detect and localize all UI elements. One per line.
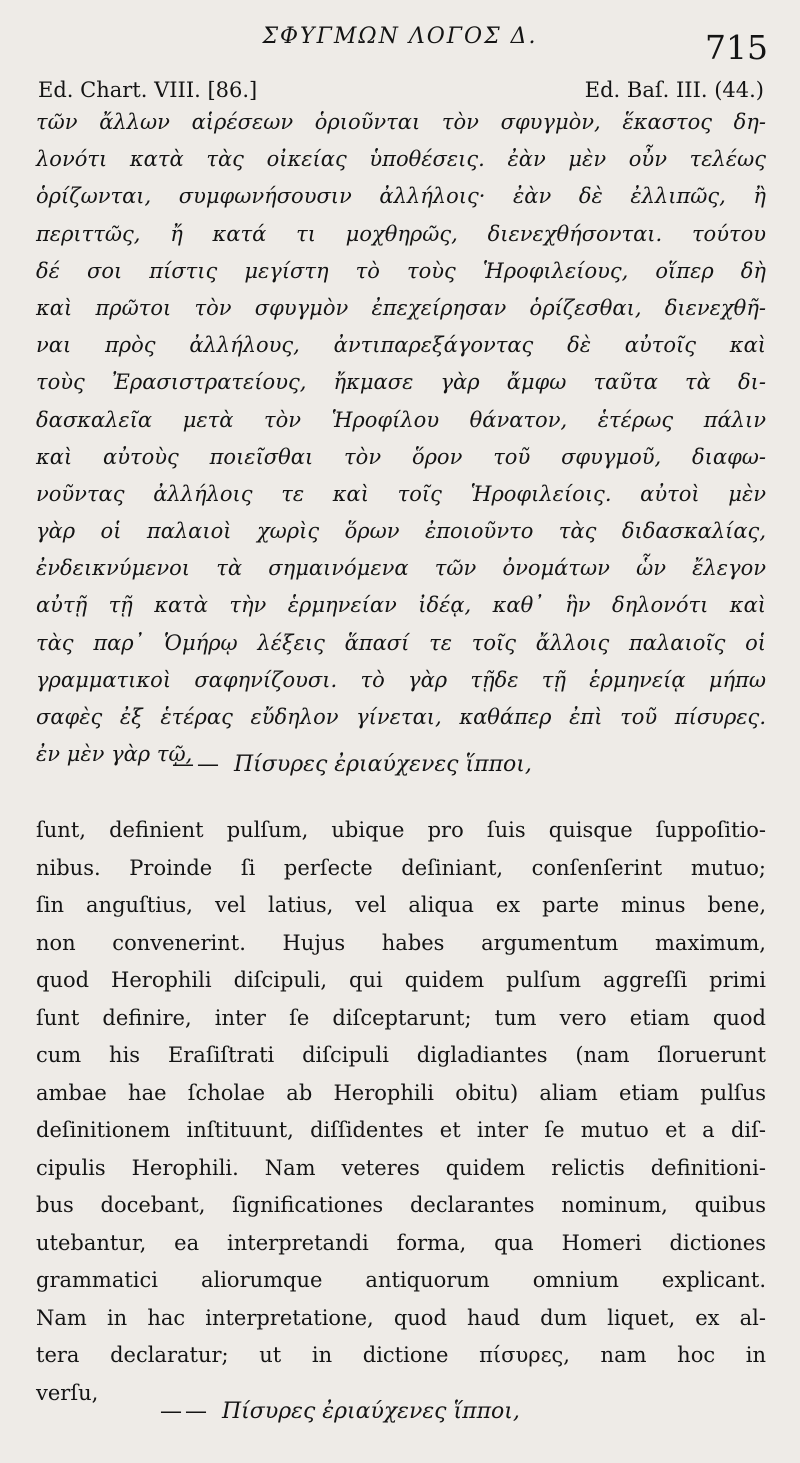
text-line: Nam in hac interpretatione, quod haud dum liquet, ex al- <box>36 1305 766 1330</box>
text-line: καὶ πρῶτοι τὸν σφυγμὸν ἐπεχείρησαν ὁρίζεσθαι, διενεχθῆ- <box>36 295 766 320</box>
text-line: non convenerint. Hujus habes argumentum maximum, <box>36 930 766 955</box>
verse-text: Πίσυρες ἐριαύχενες ἵπποι, <box>222 1399 520 1424</box>
text-line: bus docebant, ſignificationes declarantes nominum, quibus <box>36 1193 766 1217</box>
text-line: δέ σοι πίστις μεγίστη τὸ τοὺς Ἡροφιλείους, οἵπερ δὴ <box>36 258 766 283</box>
text-line: σαφὲς ἐξ ἑτέρας εὔδηλον γίνεται, καθάπερ ἐπὶ τοῦ πίσυρες. <box>36 705 766 729</box>
text-line: ἐνδεικνύμενοι τὰ σημαινόμενα τῶν ὀνομάτων ὧν ἔλεγον <box>36 556 766 581</box>
edition-reference-right: Ed. Baſ. III. (44.) <box>584 78 764 102</box>
text-line: νοῦντας ἀλλήλοις τε καὶ τοῖς Ἡροφιλείοις. αὐτοὶ μὲν <box>36 481 766 506</box>
latin-verse-quote <box>160 1399 520 1424</box>
quote-dash: — — <box>172 752 217 777</box>
text-line: ναι πρὸς ἀλλήλους, ἀντιπαρεξάγοντας δὲ αὐτοῖς καὶ <box>36 333 766 358</box>
text-line: τὰς παρ᾽ Ὁμήρῳ λέξεις ἅπασί τε τοῖς ἄλλοις παλαιοῖς οἱ <box>36 630 766 655</box>
text-line: ſin anguſtius, vel latius, vel aliqua ex parte minus bene, <box>36 893 766 917</box>
text-line: tera declaratur; ut in dictione πίσυρες, nam hoc in <box>36 1343 766 1367</box>
text-line: καὶ αὐτοὺς ποιεῖσθαι τὸν ὅρον τοῦ σφυγμοῦ, διαφω- <box>36 444 766 469</box>
text-line: verſu, <box>36 1380 99 1405</box>
greek-text-block <box>36 104 766 773</box>
text-line: cum his Eraſiſtrati diſcipuli digladiantes (nam ſloruerunt <box>36 1043 766 1067</box>
text-line: δασκαλεῖα μετὰ τὸν Ἡροφίλου θάνατον, ἑτέρως πάλιν <box>36 407 766 432</box>
text-line: deſinitionem inſtituunt, diſſidentes et inter ſe mutuo et a diſ- <box>36 1118 766 1142</box>
text-line: ſunt, definient pulſum, ubique pro ſuis quisque ſuppoſitio- <box>36 818 766 842</box>
greek-verse-quote <box>172 752 532 777</box>
running-title: ΣΦΥΓΜΩΝ ΛΟΓΟΣ Δ. <box>262 24 538 49</box>
edition-reference-left: Ed. Chart. VIII. [86.] <box>38 78 258 102</box>
text-line: cipulis Herophili. Nam veteres quidem relictis definitioni- <box>36 1155 766 1180</box>
text-line: utebantur, ea interpretandi forma, qua Homeri dictiones <box>36 1230 766 1255</box>
text-line: quod Herophili diſcipuli, qui quidem pulſum aggreſſi primi <box>36 968 766 992</box>
text-line: nibus. Proinde ſi perſecte deſiniant, conſenſerint mutuo; <box>36 855 766 880</box>
page-number: 715 <box>705 28 768 67</box>
verse-text: Πίσυρες ἐριαύχενες ἵπποι, <box>234 752 532 777</box>
text-line: ἐν μὲν γὰρ τῷ, <box>36 742 193 767</box>
text-line: ambae hae ſcholae ab Herophili obitu) aliam etiam pulſus <box>36 1080 766 1105</box>
text-line: τοὺς Ἐρασιστρατείους, ἤκμασε γὰρ ἄμφω ταῦτα τὰ δι- <box>36 370 766 395</box>
text-line: περιττῶς, ἤ κατά τι μοχθηρῶς, διενεχθήσονται. τούτου <box>36 221 766 246</box>
text-line: grammatici aliorumque antiquorum omnium explicant. <box>36 1268 766 1292</box>
text-line: λονότι κατὰ τὰς οἰκείας ὑποθέσεις. ἐὰν μὲν οὖν τελέως <box>36 147 766 172</box>
text-line: γραμματικοὶ σαφηνίζουσι. τὸ γὰρ τῇδε τῇ ἑρμηνείᾳ μήπω <box>36 667 766 692</box>
text-line: αὐτῇ τῇ κατὰ τὴν ἑρμηνείαν ἰδέᾳ, καθ᾽ ἣν δηλονότι καὶ <box>36 593 766 618</box>
quote-dash: — — <box>160 1399 205 1424</box>
text-line: γὰρ οἱ παλαιοὶ χωρὶς ὅρων ἐποιοῦντο τὰς διδασκαλίας, <box>36 519 766 544</box>
text-line: ſunt definire, inter ſe diſceptarunt; tum vero etiam quod <box>36 1005 766 1030</box>
latin-text-block <box>36 812 766 1412</box>
text-line: τῶν ἄλλων αἱρέσεων ὁριοῦνται τὸν σφυγμὸν, ἕκαστος δη- <box>36 110 766 134</box>
text-line: ὁρίζωνται, συμφωνήσουσιν ἀλλήλοις· ἐὰν δὲ ἐλλιπῶς, ἢ <box>36 184 766 209</box>
